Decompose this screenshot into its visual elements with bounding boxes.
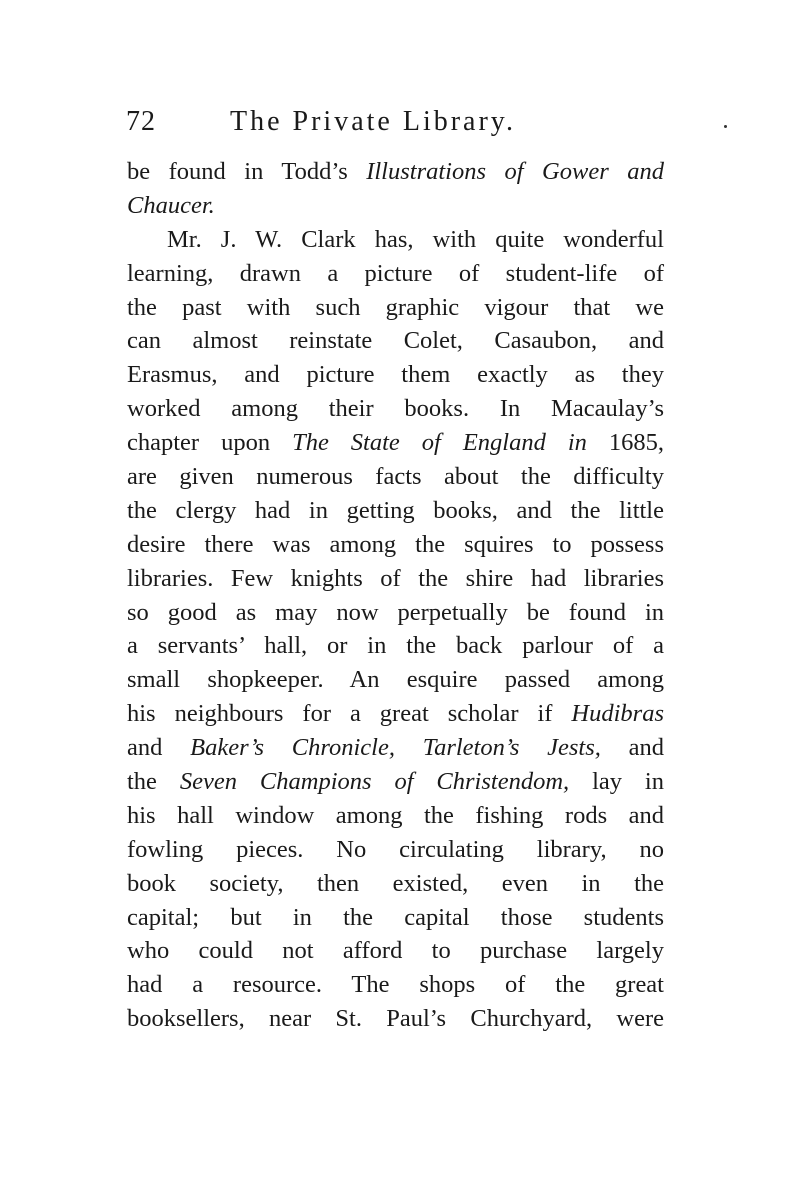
book-title: Illustrations of Gower and	[366, 158, 664, 185]
text-line: chapter upon The State of England in 1685,	[127, 429, 665, 457]
text-line: the Seven Champions of Christendom, lay in	[127, 768, 664, 796]
text-line: his hall window among the fishing rods and	[127, 801, 664, 829]
text-line: Mr. J. W. Clark has, with quite wonderful	[167, 225, 664, 253]
text-line: libraries. Few knights of the shire had libraries	[127, 564, 664, 592]
book-title: The State of England in	[292, 429, 587, 457]
text-line	[127, 189, 664, 223]
text-line: and Baker’s Chronicle, Tarleton’s Jests, and	[127, 734, 664, 762]
page-number: 72	[126, 106, 156, 137]
text-line: small shopkeeper. An esquire passed among	[127, 666, 664, 694]
body-text	[127, 155, 664, 1036]
text-line: Erasmus, and picture them exactly as they	[127, 361, 664, 389]
book-title: Hudibras	[571, 700, 664, 728]
text-line: booksellers, near St. Paul’s Churchyard, were	[127, 1005, 664, 1033]
text-line: his neighbours for a great scholar if Hudibras	[127, 700, 664, 728]
text-line: fowling pieces. No circulating library, no	[127, 835, 664, 863]
text-line: a servants’ hall, or in the back parlour of a	[127, 632, 664, 660]
book-title: Baker’s Chronicle, Tarleton’s Jests,	[190, 734, 601, 762]
text-line: are given numerous facts about the difficulty	[127, 463, 664, 491]
text-line: so good as may now perpetually be found in	[127, 598, 664, 626]
text-line: desire there was among the squires to possess	[127, 530, 664, 558]
running-title: The Private Library.	[230, 106, 516, 137]
text-line: book society, then existed, even in the	[127, 869, 664, 897]
text-line: be found in Todd’s Illustrations of Gower and	[127, 158, 664, 185]
book-title: Chaucer.	[127, 191, 215, 219]
text-line: who could not afford to purchase largely	[127, 937, 664, 965]
text-line: can almost reinstate Colet, Casaubon, and	[127, 327, 664, 355]
text-line: had a resource. The shops of the great	[127, 971, 664, 999]
text-line: learning, drawn a picture of student-life of	[127, 259, 664, 287]
page-header	[126, 106, 666, 146]
text-line: the clergy had in getting books, and the little	[127, 496, 664, 524]
text-line: the past with such graphic vigour that we	[127, 293, 664, 321]
print-speck	[724, 125, 727, 128]
book-title: Seven Champions of Christendom,	[179, 768, 570, 796]
text-line: worked among their books. In Macaulay’s	[127, 395, 664, 423]
text-line: capital; but in the capital those students	[127, 903, 664, 931]
